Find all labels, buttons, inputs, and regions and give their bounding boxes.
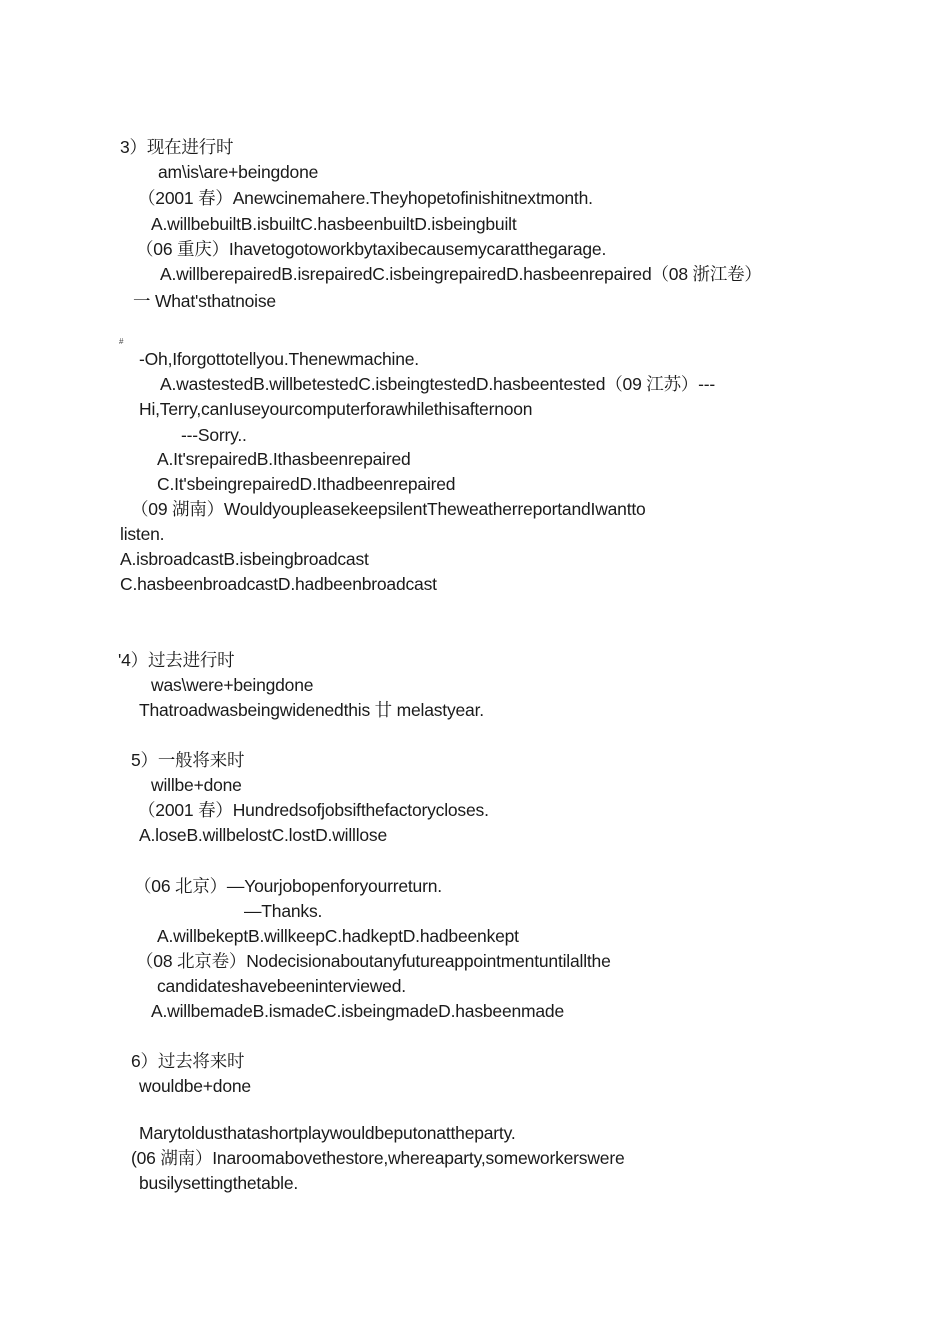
options-line: A.It'srepairedB.Ithasbeenrepaired xyxy=(157,449,411,469)
formula-line: willbe+done xyxy=(151,775,242,795)
options-line: A.willbekeptB.willkeepC.hadkeptD.hadbeenkept xyxy=(157,926,519,946)
question-line: （2001 春）Hundredsofjobsifthefactorycloses. xyxy=(138,800,489,820)
options-line: A.willberepairedB.isrepairedC.isbeingrepairedD.hasbeenrepaired（08 浙江卷） xyxy=(160,264,762,284)
options-line: A.wastestedB.willbetestedC.isbeingtestedD.hasbeentested（09 江苏）--- xyxy=(160,374,716,394)
section-heading-future-in-past: 6）过去将来时 xyxy=(131,1051,245,1071)
dialogue-line: —Thanks. xyxy=(244,901,323,921)
question-line: （08 北京卷）Nodecisionaboutanyfutureappointmentuntilallthe xyxy=(136,951,611,971)
question-line: 一 What'sthatnoise xyxy=(133,291,276,311)
question-line: （2001 春）Anewcinemahere.Theyhopetofinishitnextmonth. xyxy=(138,188,593,208)
question-line: listen. xyxy=(120,524,165,544)
options-line: C.hasbeenbroadcastD.hadbeenbroadcast xyxy=(120,574,437,594)
question-line: candidateshavebeeninterviewed. xyxy=(157,976,406,996)
question-line: (06 湖南）Inaroomabovethestore,whereaparty,someworkerswere xyxy=(131,1148,625,1168)
question-line: -Oh,Iforgottotellyou.Thenewmachine. xyxy=(139,349,419,369)
options-line: A.willbemadeB.ismadeC.isbeingmadeD.hasbeenmade xyxy=(151,1001,564,1021)
formula-line: was\were+beingdone xyxy=(151,675,314,695)
stray-mark: # xyxy=(119,337,124,346)
question-line: Hi,Terry,canIuseyourcomputerforawhilethisafternoon xyxy=(139,399,533,419)
question-line: busilysettingthetable. xyxy=(139,1173,299,1193)
options-line: A.willbebuiltB.isbuiltC.hasbeenbuiltD.isbeingbuilt xyxy=(151,214,517,234)
section-heading-past-progressive: '4）过去进行时 xyxy=(118,650,235,670)
example-line: Thatroadwasbeingwidenedthis 廿 melastyear. xyxy=(139,700,484,720)
example-line: Marytoldusthatashortplaywouldbeputonattheparty. xyxy=(139,1123,516,1143)
options-line: A.isbroadcastB.isbeingbroadcast xyxy=(120,549,369,569)
options-line: A.loseB.willbelostC.lostD.willlose xyxy=(139,825,388,845)
section-heading-present-progressive: 3）现在进行时 xyxy=(120,137,234,157)
question-line: （06 重庆）Ihavetogotoworkbytaxibecausemycaratthegarage. xyxy=(136,239,607,259)
section-heading-simple-future: 5）一般将来时 xyxy=(131,750,245,770)
dialogue-line: ---Sorry.. xyxy=(181,425,247,445)
question-line: （09 湖南）WouldyoupleasekeepsilentTheweatherreportandIwantto xyxy=(131,499,646,519)
question-line: （06 北京）—Yourjobopenforyourreturn. xyxy=(134,876,442,896)
formula-line: wouldbe+done xyxy=(139,1076,251,1096)
formula-line: am\is\are+beingdone xyxy=(158,162,319,182)
options-line: C.It'sbeingrepairedD.Ithadbeenrepaired xyxy=(157,474,456,494)
